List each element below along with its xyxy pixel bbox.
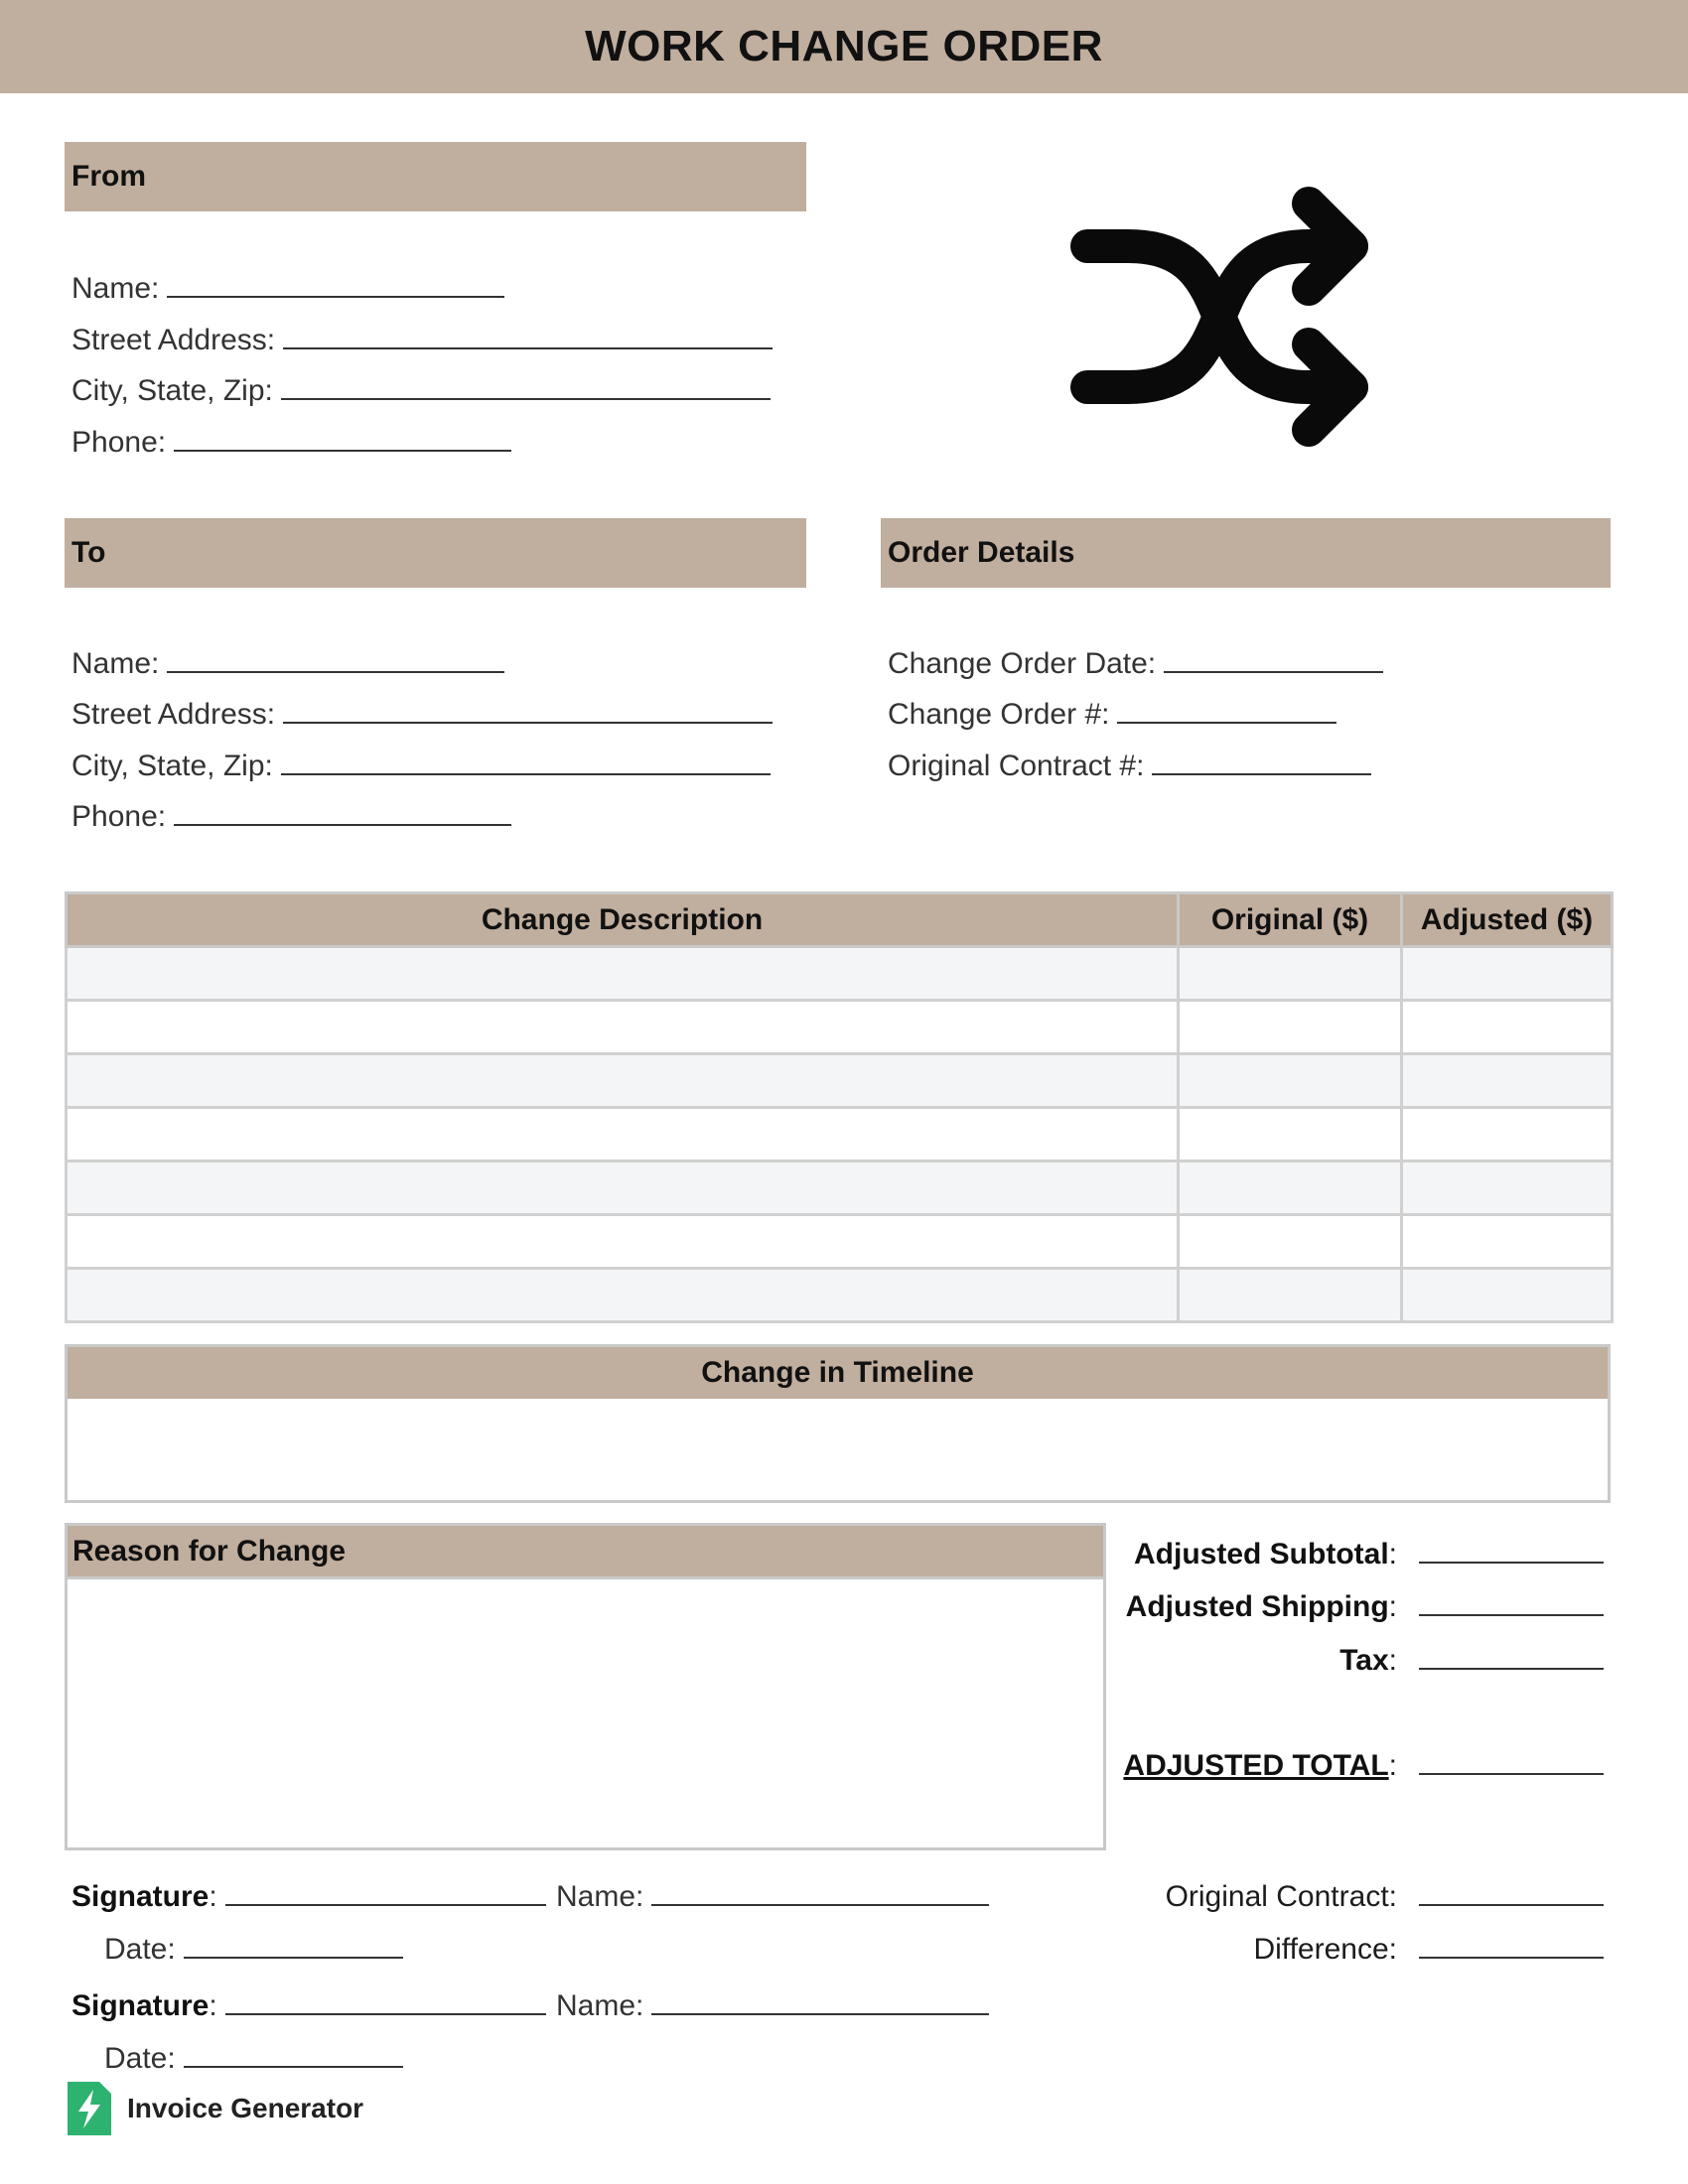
original-contract-number-line[interactable] [1152,746,1371,775]
from-street-label: Street Address: [71,324,276,356]
change-description-cell[interactable] [67,1215,1179,1269]
signature-2-date-field[interactable] [104,2038,403,2076]
signer-1-name-field[interactable] [556,1876,989,1914]
adjusted-amount-cell[interactable] [1402,1215,1613,1269]
to-street-label: Street Address: [71,698,276,731]
table-row [67,1001,1613,1054]
original-contract-label: Original Contract: [1165,1880,1397,1913]
lightning-bolt-icon [68,2082,111,2135]
change-order-date-line[interactable] [1164,643,1383,673]
from-phone-label: Phone: [71,426,167,459]
change-order-number-line[interactable] [1117,694,1336,724]
change-description-header: Change Description [67,893,1179,947]
from-city-line[interactable] [281,370,771,400]
signer-2-name-field[interactable] [556,1985,989,2023]
shuffle-icon [1070,184,1388,457]
tax-label: Tax [1339,1644,1389,1677]
signature-2-label: Signature [71,1989,210,2022]
difference-row[interactable] [1087,1929,1604,1967]
to-name-line[interactable] [167,643,504,673]
change-description-cell[interactable] [67,1108,1179,1161]
signer-1-name-label: Name: [556,1880,644,1913]
from-name-label: Name: [71,272,160,305]
adjusted-amount-cell[interactable] [1402,1108,1613,1161]
to-city-line[interactable] [281,746,771,775]
adjusted-shipping-line[interactable] [1419,1586,1604,1616]
signer-1-name-line[interactable] [651,1876,989,1906]
tax-colon: : [1388,1644,1397,1677]
table-row [67,1108,1613,1161]
original-amount-cell[interactable] [1179,1161,1402,1215]
adjusted-total-colon: : [1388,1749,1397,1782]
from-name-line[interactable] [167,268,504,298]
to-street-field[interactable] [71,694,773,732]
from-section-heading: From [65,142,806,211]
adjusted-subtotal-row[interactable] [1087,1534,1604,1571]
change-description-cell[interactable] [67,947,1179,1001]
adjusted-total-row[interactable] [1087,1745,1604,1783]
adjusted-subtotal-colon: : [1388,1538,1397,1570]
signature-1-line[interactable] [225,1876,546,1906]
change-order-number-label: Change Order #: [888,698,1110,731]
to-section-heading: To [65,518,806,588]
tax-row[interactable] [1087,1640,1604,1678]
original-amount-cell[interactable] [1179,1108,1402,1161]
to-city-label: City, State, Zip: [71,750,273,782]
signature-2-field[interactable] [71,1985,546,2023]
order-details-heading: Order Details [881,518,1611,588]
signer-2-name-label: Name: [556,1989,644,2022]
change-items-table [65,891,1614,1323]
signature-1-date-field[interactable] [104,1929,403,1967]
table-row [67,1215,1613,1269]
to-name-label: Name: [71,647,160,680]
difference-label: Difference: [1253,1933,1397,1966]
timeline-heading: Change in Timeline [68,1347,1608,1399]
signature-2-date-line[interactable] [184,2038,403,2068]
brand-logo [68,2082,363,2135]
from-phone-line[interactable] [174,422,511,452]
tax-line[interactable] [1419,1640,1604,1670]
adjusted-amount-cell[interactable] [1402,947,1613,1001]
signature-2-line[interactable] [225,1985,546,2015]
adjusted-shipping-row[interactable] [1087,1586,1604,1624]
table-body [67,947,1613,1322]
reason-heading: Reason for Change [68,1526,1103,1579]
to-city-field[interactable] [71,746,771,783]
adjusted-amount-cell[interactable] [1402,1269,1613,1322]
adjusted-amount-cell[interactable] [1402,1161,1613,1215]
original-amount-cell[interactable] [1179,947,1402,1001]
original-amount-cell[interactable] [1179,1054,1402,1108]
adjusted-shipping-label: Adjusted Shipping [1125,1590,1389,1623]
change-order-date-label: Change Order Date: [888,647,1157,680]
original-contract-number-field[interactable] [888,746,1371,783]
to-name-field[interactable] [71,643,504,681]
signer-2-name-line[interactable] [651,1985,989,2015]
from-city-field[interactable] [71,370,771,408]
title-bar [0,0,1688,93]
table-header-row [67,893,1613,947]
adjusted-amount-cell[interactable] [1402,1001,1613,1054]
adjusted-subtotal-label: Adjusted Subtotal [1134,1538,1389,1570]
brand-logo-text: Invoice Generator [127,2093,364,2123]
original-contract-row[interactable] [1087,1876,1604,1914]
adjusted-total-line[interactable] [1419,1745,1604,1775]
table-row [67,1269,1613,1322]
timeline-box[interactable] [65,1344,1611,1503]
signature-1-label: Signature [71,1880,210,1913]
adjusted-total-label: ADJUSTED TOTAL [1123,1749,1389,1782]
from-city-label: City, State, Zip: [71,374,273,407]
adjusted-amount-header: Adjusted ($) [1402,893,1613,947]
original-contract-number-label: Original Contract #: [888,750,1145,782]
to-phone-field[interactable] [71,796,511,834]
signature-1-field[interactable] [71,1876,546,1914]
original-contract-line[interactable] [1419,1876,1604,1906]
from-phone-field[interactable] [71,422,511,460]
signature-1-date-label: Date: [104,1933,176,1966]
adjusted-subtotal-line[interactable] [1419,1534,1604,1564]
change-description-cell[interactable] [67,1001,1179,1054]
table-row [67,947,1613,1001]
to-street-line[interactable] [283,694,773,724]
reason-box[interactable] [65,1523,1106,1850]
original-amount-header: Original ($) [1179,893,1402,947]
table-row [67,1161,1613,1215]
change-description-cell[interactable] [67,1054,1179,1108]
signature-2-date-label: Date: [104,2042,176,2075]
change-description-cell[interactable] [67,1269,1179,1322]
to-phone-label: Phone: [71,800,167,833]
to-phone-line[interactable] [174,796,511,826]
signature-1-date-line[interactable] [184,1929,403,1959]
change-order-date-field[interactable] [888,643,1383,681]
signature-2-colon: : [209,1989,217,2022]
change-description-cell[interactable] [67,1161,1179,1215]
from-street-line[interactable] [283,320,773,349]
from-name-field[interactable] [71,268,504,306]
table-row [67,1054,1613,1108]
difference-line[interactable] [1419,1929,1604,1959]
adjusted-amount-cell[interactable] [1402,1054,1613,1108]
adjusted-shipping-colon: : [1388,1590,1397,1623]
change-order-number-field[interactable] [888,694,1336,732]
original-amount-cell[interactable] [1179,1001,1402,1054]
original-amount-cell[interactable] [1179,1215,1402,1269]
page-title: WORK CHANGE ORDER [585,22,1103,70]
signature-1-colon: : [209,1880,217,1913]
from-street-field[interactable] [71,320,773,357]
original-amount-cell[interactable] [1179,1269,1402,1322]
